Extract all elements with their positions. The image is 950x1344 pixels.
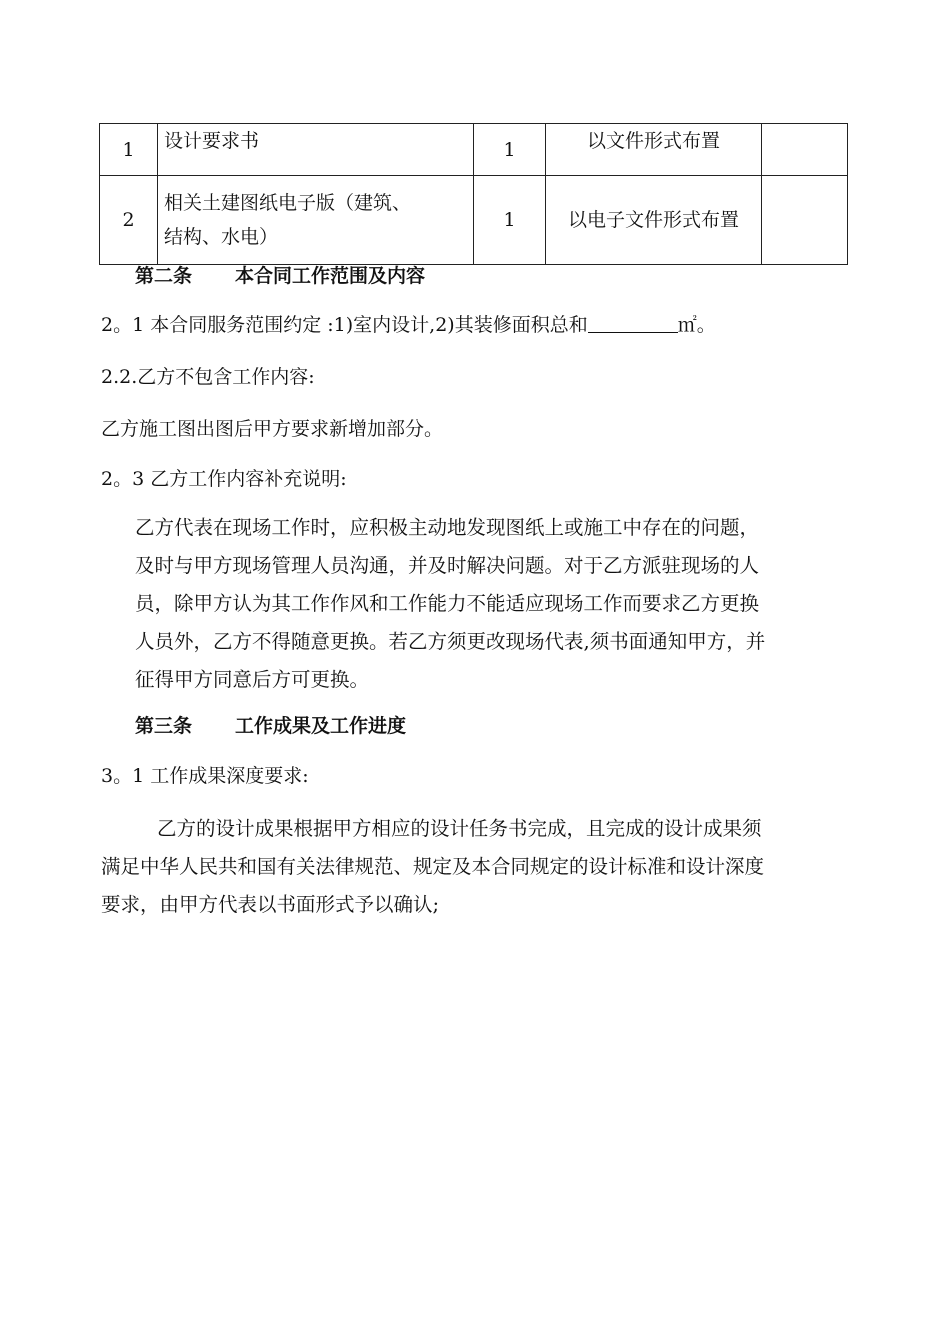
clause-2-2: 2.2.乙方不包含工作内容:: [101, 366, 315, 388]
deliverables-table: [99, 123, 848, 265]
clause-2-1: [101, 312, 716, 338]
document-name: 设计要求书: [158, 124, 474, 176]
clause-2-2-detail: 乙方施工图出图后甲方要求新增加部分。: [101, 418, 444, 440]
delivery-mode: 以电子文件形式布置: [546, 176, 762, 265]
paragraph-line: 乙方的设计成果根据甲方相应的设计任务书完成，且完成的设计成果须: [157, 817, 762, 840]
section-title: 本合同工作范围及内容: [235, 265, 426, 287]
paragraph-line: 要求，由甲方代表以书面形式予以确认;: [101, 893, 440, 916]
area-blank-field: [588, 312, 678, 333]
document-name-line: 相关土建图纸电子版（建筑、: [164, 192, 412, 214]
document-name: [158, 176, 474, 265]
clause-2-3: 2。3 乙方工作内容补充说明:: [101, 468, 347, 490]
section-2-heading: [135, 263, 425, 289]
row-number: 2: [100, 176, 158, 265]
paragraph-line: 及时与甲方现场管理人员沟通，并及时解决问题。对于乙方派驻现场的人: [135, 554, 760, 577]
area-unit: ㎡: [677, 314, 697, 336]
section-label: 第二条: [135, 265, 193, 287]
paragraph-line: 乙方代表在现场工作时，应积极主动地发现图纸上或施工中存在的问题，: [135, 516, 760, 539]
document-name-line: 结构、水电）: [164, 226, 279, 248]
clause-text: 2。1 本合同服务范围约定 :1)室内设计,2)其装修面积总和: [101, 314, 588, 336]
table-row: [100, 124, 848, 176]
table-row: [100, 176, 848, 265]
remarks-cell: [762, 176, 848, 265]
quantity: 1: [474, 124, 546, 176]
section-3-heading: [135, 713, 406, 739]
section-title: 工作成果及工作进度: [235, 715, 407, 737]
quantity: 1: [474, 176, 546, 265]
paragraph-line: 征得甲方同意后方可更换。: [135, 668, 370, 691]
paragraph-line: 满足中华人民共和国有关法律规范、规定及本合同规定的设计标准和设计深度: [101, 855, 765, 878]
paragraph-line: 员，除甲方认为其工作作风和工作能力不能适应现场工作而要求乙方更换: [135, 592, 760, 615]
section-label: 第三条: [135, 715, 193, 737]
delivery-mode: 以文件形式布置: [546, 124, 762, 176]
row-number: 1: [100, 124, 158, 176]
remarks-cell: [762, 124, 848, 176]
paragraph-line: 人员外，乙方不得随意更换。若乙方须更改现场代表,须书面通知甲方，并: [135, 630, 766, 653]
clause-end: 。: [696, 314, 716, 336]
clause-3-1: 3。1 工作成果深度要求:: [101, 765, 309, 787]
